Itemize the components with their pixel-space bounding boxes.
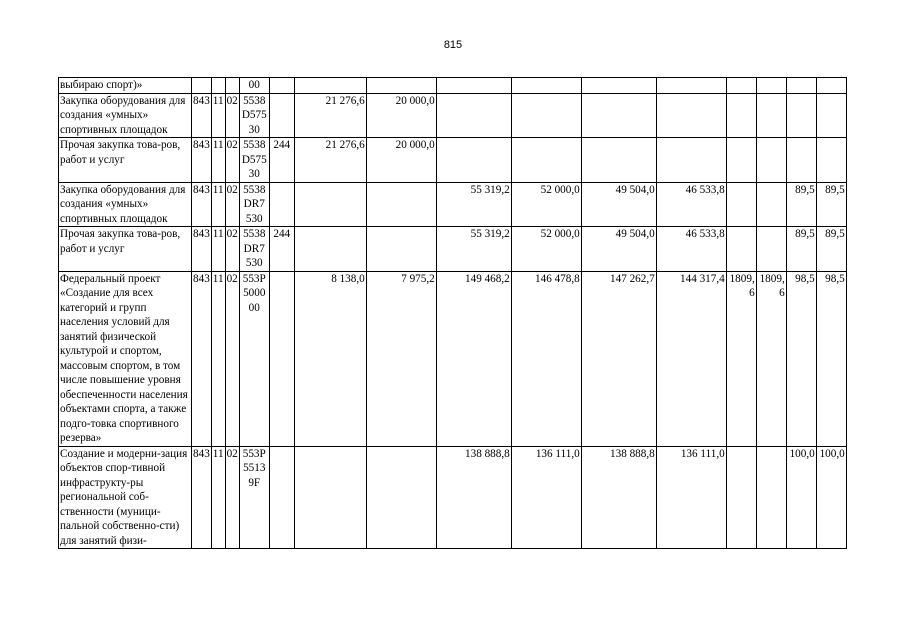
section-code-cell: 11	[211, 138, 225, 183]
value-cell	[656, 78, 726, 94]
row-name-cell: Федеральный проект «Создание для всех категорий и групп населения условий для занятий физической культурой и спортом, массовым спортом, в том числе повышение уровня обеспеченности населения объектами спорта, а также подго-товка спортивного резерва»	[59, 271, 192, 446]
subsection-code-cell: 02	[225, 227, 239, 272]
value-cell	[726, 78, 756, 94]
target-article-cell: 00	[239, 78, 269, 94]
percent-cell	[786, 138, 816, 183]
value-cell	[726, 93, 756, 138]
percent-cell: 100,0	[816, 446, 846, 549]
value-cell	[581, 138, 656, 183]
subsection-code-cell: 02	[225, 446, 239, 549]
value-cell	[436, 93, 511, 138]
value-cell	[756, 138, 786, 183]
percent-cell: 98,5	[786, 271, 816, 446]
value-cell: 21 276,6	[294, 138, 366, 183]
row-name-cell: Закупка оборудования для создания «умных» спортивных площадок	[59, 182, 192, 227]
value-cell: 55 319,2	[436, 227, 511, 272]
subsection-code-cell: 02	[225, 138, 239, 183]
expense-type-cell	[269, 93, 294, 138]
value-cell	[511, 138, 581, 183]
value-cell: 1809,6	[756, 271, 786, 446]
section-code-cell: 11	[211, 93, 225, 138]
value-cell: 21 276,6	[294, 93, 366, 138]
value-cell: 146 478,8	[511, 271, 581, 446]
percent-cell: 89,5	[816, 227, 846, 272]
value-cell	[656, 93, 726, 138]
table-row	[59, 271, 847, 446]
value-cell	[436, 78, 511, 94]
admin-code-cell: 843	[192, 446, 212, 549]
value-cell: 147 262,7	[581, 271, 656, 446]
percent-cell	[816, 78, 846, 94]
row-name-cell: Создание и модерни-зация объектов спор-тивной инфраструкту-ры региональной соб-ственности (муници-пальной собственно-сти) для занятий физи-	[59, 446, 192, 549]
percent-cell	[816, 93, 846, 138]
row-name-cell: Прочая закупка това-ров, работ и услуг	[59, 138, 192, 183]
percent-cell: 89,5	[786, 227, 816, 272]
value-cell: 7 975,2	[366, 271, 436, 446]
expense-type-cell: 244	[269, 138, 294, 183]
table-row	[59, 93, 847, 138]
subsection-code-cell: 02	[225, 93, 239, 138]
section-code-cell: 11	[211, 446, 225, 549]
value-cell: 136 111,0	[511, 446, 581, 549]
value-cell	[756, 446, 786, 549]
value-cell: 20 000,0	[366, 93, 436, 138]
target-article-cell: 553P 5000 00	[239, 271, 269, 446]
percent-cell	[816, 138, 846, 183]
table-row	[59, 446, 847, 549]
value-cell	[366, 446, 436, 549]
admin-code-cell: 843	[192, 138, 212, 183]
value-cell: 55 319,2	[436, 182, 511, 227]
value-cell	[436, 138, 511, 183]
value-cell	[294, 182, 366, 227]
subsection-code-cell: 02	[225, 182, 239, 227]
value-cell: 1809,6	[726, 271, 756, 446]
admin-code-cell: 843	[192, 227, 212, 272]
value-cell	[756, 93, 786, 138]
value-cell: 52 000,0	[511, 182, 581, 227]
admin-code-cell: 843	[192, 93, 212, 138]
section-code-cell: 11	[211, 182, 225, 227]
value-cell	[726, 182, 756, 227]
percent-cell: 98,5	[816, 271, 846, 446]
expense-type-cell	[269, 78, 294, 94]
value-cell: 144 317,4	[656, 271, 726, 446]
section-code-cell: 11	[211, 227, 225, 272]
value-cell: 138 888,8	[436, 446, 511, 549]
section-code-cell: 11	[211, 271, 225, 446]
row-name-cell: Прочая закупка това-ров, работ и услуг	[59, 227, 192, 272]
value-cell: 136 111,0	[656, 446, 726, 549]
page-number: 815	[443, 39, 463, 51]
value-cell: 8 138,0	[294, 271, 366, 446]
row-name-cell: Закупка оборудования для создания «умных» спортивных площадок	[59, 93, 192, 138]
value-cell	[726, 446, 756, 549]
value-cell	[294, 446, 366, 549]
value-cell: 46 533,8	[656, 227, 726, 272]
value-cell	[294, 227, 366, 272]
row-name-cell: выбираю спорт)»	[59, 78, 192, 94]
expense-type-cell	[269, 271, 294, 446]
subsection-code-cell: 02	[225, 271, 239, 446]
value-cell	[656, 138, 726, 183]
value-cell	[726, 138, 756, 183]
target-article-cell: 5538 DR7 530	[239, 182, 269, 227]
value-cell: 52 000,0	[511, 227, 581, 272]
table-row	[59, 78, 847, 94]
admin-code-cell	[192, 78, 212, 94]
value-cell	[511, 93, 581, 138]
expense-type-cell: 244	[269, 227, 294, 272]
expense-type-cell	[269, 446, 294, 549]
budget-table	[58, 77, 847, 549]
value-cell	[511, 78, 581, 94]
target-article-cell: 5538 D575 30	[239, 93, 269, 138]
value-cell	[756, 227, 786, 272]
table-row	[59, 138, 847, 183]
section-code-cell	[211, 78, 225, 94]
target-article-cell: 5538 D575 30	[239, 138, 269, 183]
percent-cell: 89,5	[816, 182, 846, 227]
table-row	[59, 227, 847, 272]
value-cell	[756, 78, 786, 94]
value-cell: 138 888,8	[581, 446, 656, 549]
value-cell	[366, 227, 436, 272]
value-cell	[756, 182, 786, 227]
percent-cell	[786, 78, 816, 94]
subsection-code-cell	[225, 78, 239, 94]
expense-type-cell	[269, 182, 294, 227]
percent-cell: 100,0	[786, 446, 816, 549]
value-cell	[726, 227, 756, 272]
percent-cell: 89,5	[786, 182, 816, 227]
value-cell: 20 000,0	[366, 138, 436, 183]
value-cell: 49 504,0	[581, 182, 656, 227]
value-cell	[366, 182, 436, 227]
target-article-cell: 5538 DR7 530	[239, 227, 269, 272]
admin-code-cell: 843	[192, 182, 212, 227]
value-cell	[366, 78, 436, 94]
value-cell: 49 504,0	[581, 227, 656, 272]
admin-code-cell: 843	[192, 271, 212, 446]
value-cell	[294, 78, 366, 94]
target-article-cell: 553P 5513 9F	[239, 446, 269, 549]
percent-cell	[786, 93, 816, 138]
value-cell: 46 533,8	[656, 182, 726, 227]
value-cell: 149 468,2	[436, 271, 511, 446]
table-row	[59, 182, 847, 227]
value-cell	[581, 78, 656, 94]
value-cell	[581, 93, 656, 138]
